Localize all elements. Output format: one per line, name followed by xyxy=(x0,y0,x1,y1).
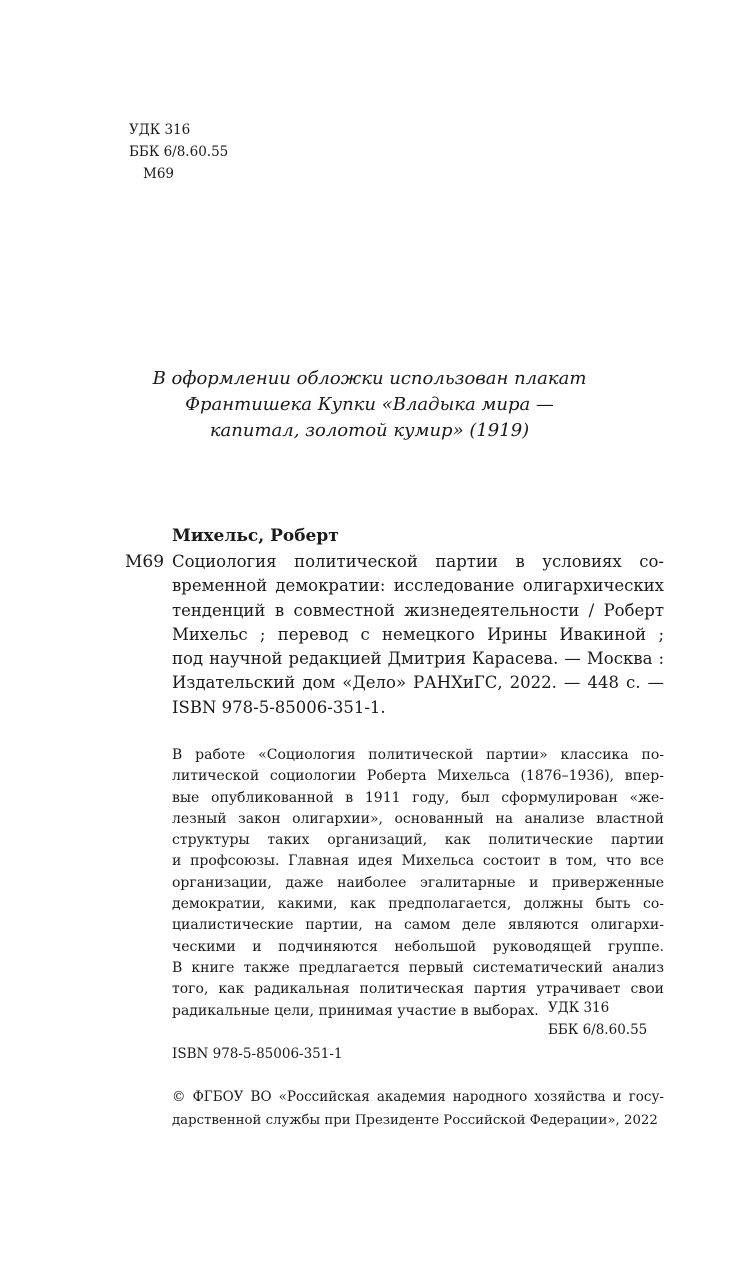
biblio-line: под научной редакцией Дмитрия Карасева. — Москва : xyxy=(172,649,664,669)
copyright-line: дарственной службы при Президенте Российской Федерации», 2022 xyxy=(172,1113,658,1128)
udk-code: УДК 316 xyxy=(129,122,191,138)
biblio-line: Издательский дом «Дело» РАНХиГС, 2022. — 448 с. — xyxy=(172,673,664,693)
copyright-notice xyxy=(172,1086,664,1132)
biblio-line: временной демократии: исследование олигархических xyxy=(172,576,664,596)
author-mark-side: М69 xyxy=(125,552,165,572)
abstract xyxy=(172,745,664,1022)
cover-note-line: капитал, золотой кумир» (1919) xyxy=(209,420,530,441)
biblio-line: тенденций в совместной жизнедеятельности / Роберт xyxy=(172,600,664,620)
abstract-line: радикальные цели, принимая участие в выборах. xyxy=(172,1002,539,1019)
bbk-code: ББК 6/8.60.55 xyxy=(129,144,229,160)
abstract-line: литической социологии Роберта Михельса (1876–1936), впер- xyxy=(172,768,664,785)
biblio-line: Михельс ; перевод с немецкого Ирины Ивакиной ; xyxy=(172,624,664,644)
biblio-line: ISBN 978-5-85006-351-1. xyxy=(172,697,386,717)
abstract-line: циалистические партии, на самом деле являются олигархи- xyxy=(172,917,664,934)
copyright-line: © ФГБОУ ВО «Российская академия народного хозяйства и госу- xyxy=(172,1089,664,1105)
cover-note-line: В оформлении обложки использован плакат xyxy=(152,368,587,389)
abstract-line: и профсоюзы. Главная идея Михельса состоит в том, что все xyxy=(172,853,664,870)
cover-note-line: Франтишека Купки «Владыка мира — xyxy=(185,394,554,415)
biblio-line: Социология политической партии в условиях со- xyxy=(172,552,664,571)
cover-note xyxy=(0,366,739,444)
classification-codes-top xyxy=(129,119,228,185)
abstract-line: ческими и подчиняются небольшой руководящей группе. xyxy=(172,938,664,955)
abstract-line: лезный закон олигархии», основанный на анализе властной xyxy=(172,810,664,827)
abstract-line: того, как радикальная политическая партия утрачивает свои xyxy=(172,981,664,998)
abstract-line: В работе «Социология политической партии» классика по- xyxy=(172,747,664,763)
bbk-code: ББК 6/8.60.55 xyxy=(548,1022,648,1038)
classification-codes-bottom xyxy=(548,997,647,1041)
abstract-line: демократии, какими, как предполагается, должны быть со- xyxy=(172,896,664,913)
bibliographic-record xyxy=(172,550,664,720)
abstract-line: структуры таких организаций, как политические партии xyxy=(172,832,664,849)
abstract-line: организации, даже наиболее эгалитарные и приверженные xyxy=(172,874,664,891)
isbn: ISBN 978-5-85006-351-1 xyxy=(172,1046,343,1062)
udk-code: УДК 316 xyxy=(548,1000,610,1016)
abstract-line: В книге также предлагается первый систематический анализ xyxy=(172,959,664,976)
author-mark: М69 xyxy=(143,166,175,182)
author-heading: Михельс, Роберт xyxy=(172,526,339,546)
abstract-line: вые опубликованной в 1911 году, был сформулирован «же- xyxy=(172,789,664,806)
